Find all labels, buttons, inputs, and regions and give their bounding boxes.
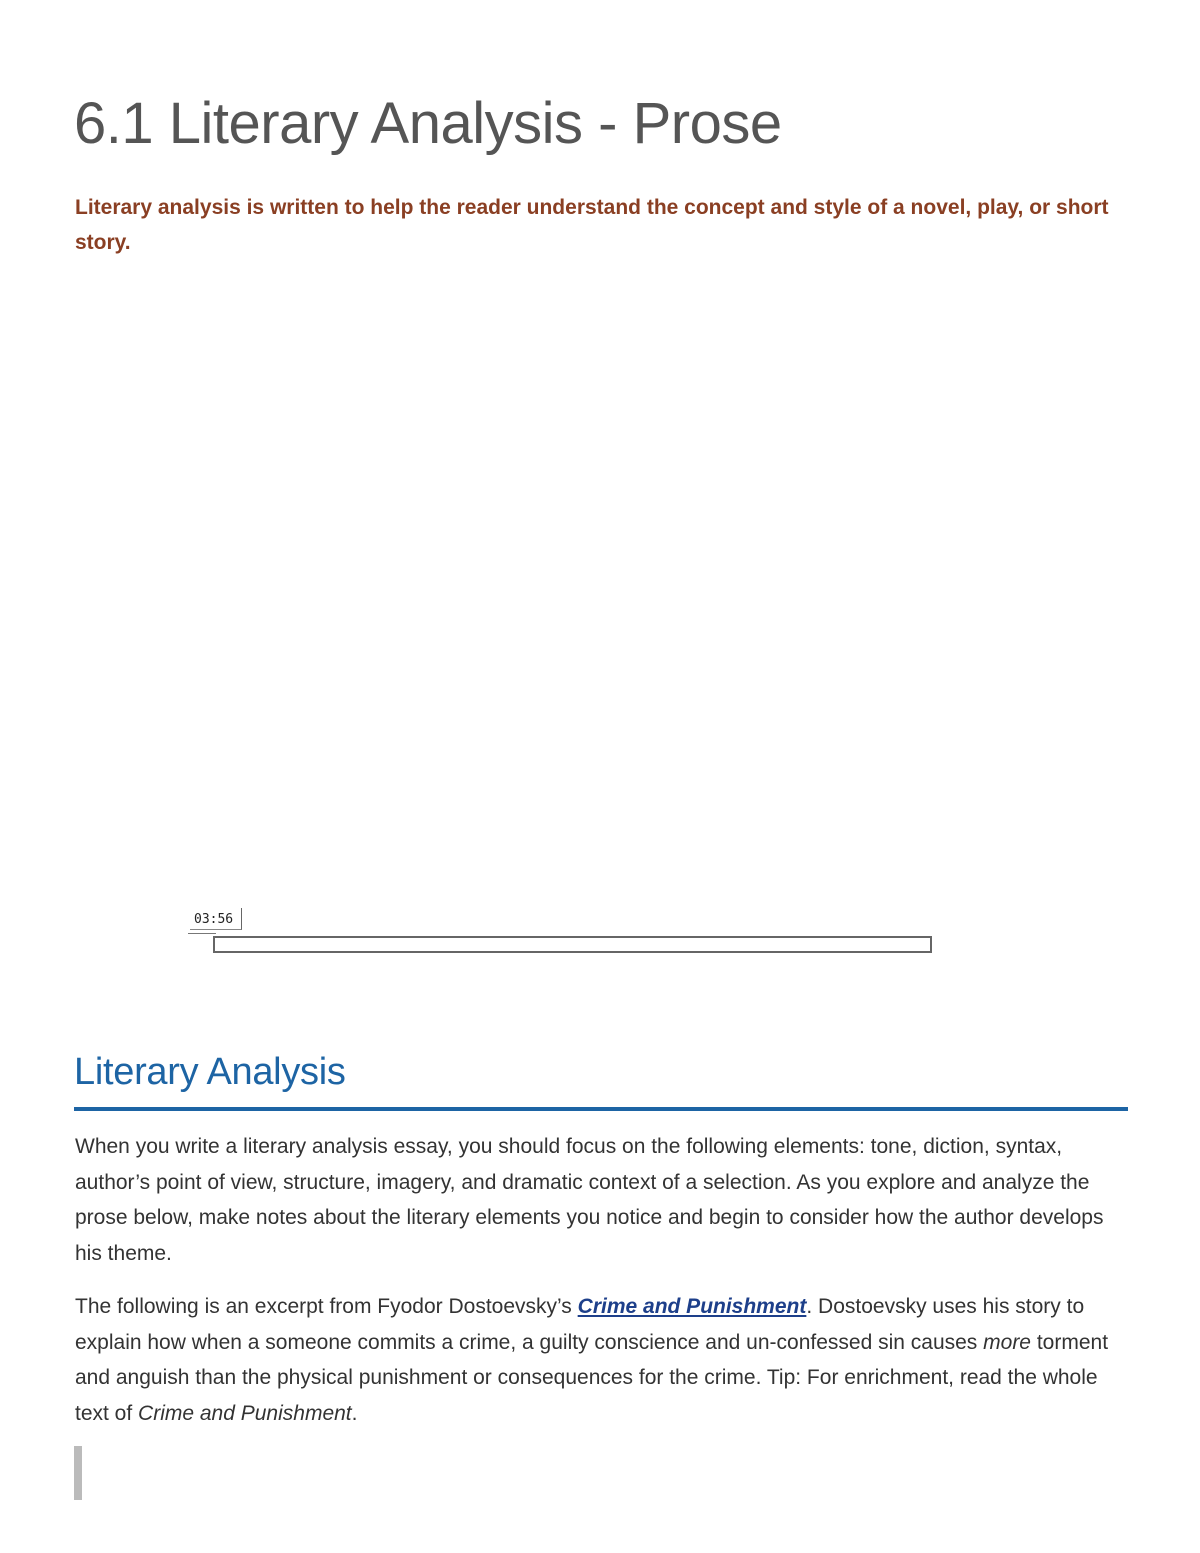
paragraph-excerpt [75, 1289, 1135, 1431]
book-title-italic: Crime and Punishment [138, 1401, 352, 1425]
excerpt-body-text: . Dostoevsky uses his story to explain how when a someone commits a crime, a guilty conscience and un-confessed sin causes [75, 1295, 1085, 1354]
blockquote-bar [74, 1446, 82, 1500]
excerpt-tip-text: torment and anguish than the physical punishment or consequences for the crime. Tip: For enrichment, read the whole text of [75, 1330, 1109, 1425]
video-player[interactable] [186, 908, 936, 956]
time-marker [188, 933, 216, 934]
time-display: 03:56 [190, 908, 242, 930]
page-title: 6.1 Literary Analysis - Prose [74, 91, 782, 156]
paragraph-elements: When you write a literary analysis essay, you should focus on the following elements: tone, diction, syntax, author’s point of view, structure, imagery, and dramatic context of a selection. As you explore and analyze the prose below, make notes about the literary elements you notice and begin to consider how the author develops his theme. [75, 1135, 1104, 1265]
progress-bar[interactable] [213, 936, 932, 953]
emphasis-more: more [983, 1330, 1031, 1354]
excerpt-intro-text: The following is an excerpt from Fyodor Dostoevsky’s [75, 1295, 578, 1318]
section-divider [74, 1107, 1128, 1111]
section-heading: Literary Analysis [74, 1051, 346, 1093]
crime-and-punishment-link[interactable]: Crime and Punishment [577, 1295, 807, 1318]
intro-text: Literary analysis is written to help the reader understand the concept and style of a novel, play, or short story. [75, 196, 1109, 254]
excerpt-end: . [351, 1401, 358, 1425]
